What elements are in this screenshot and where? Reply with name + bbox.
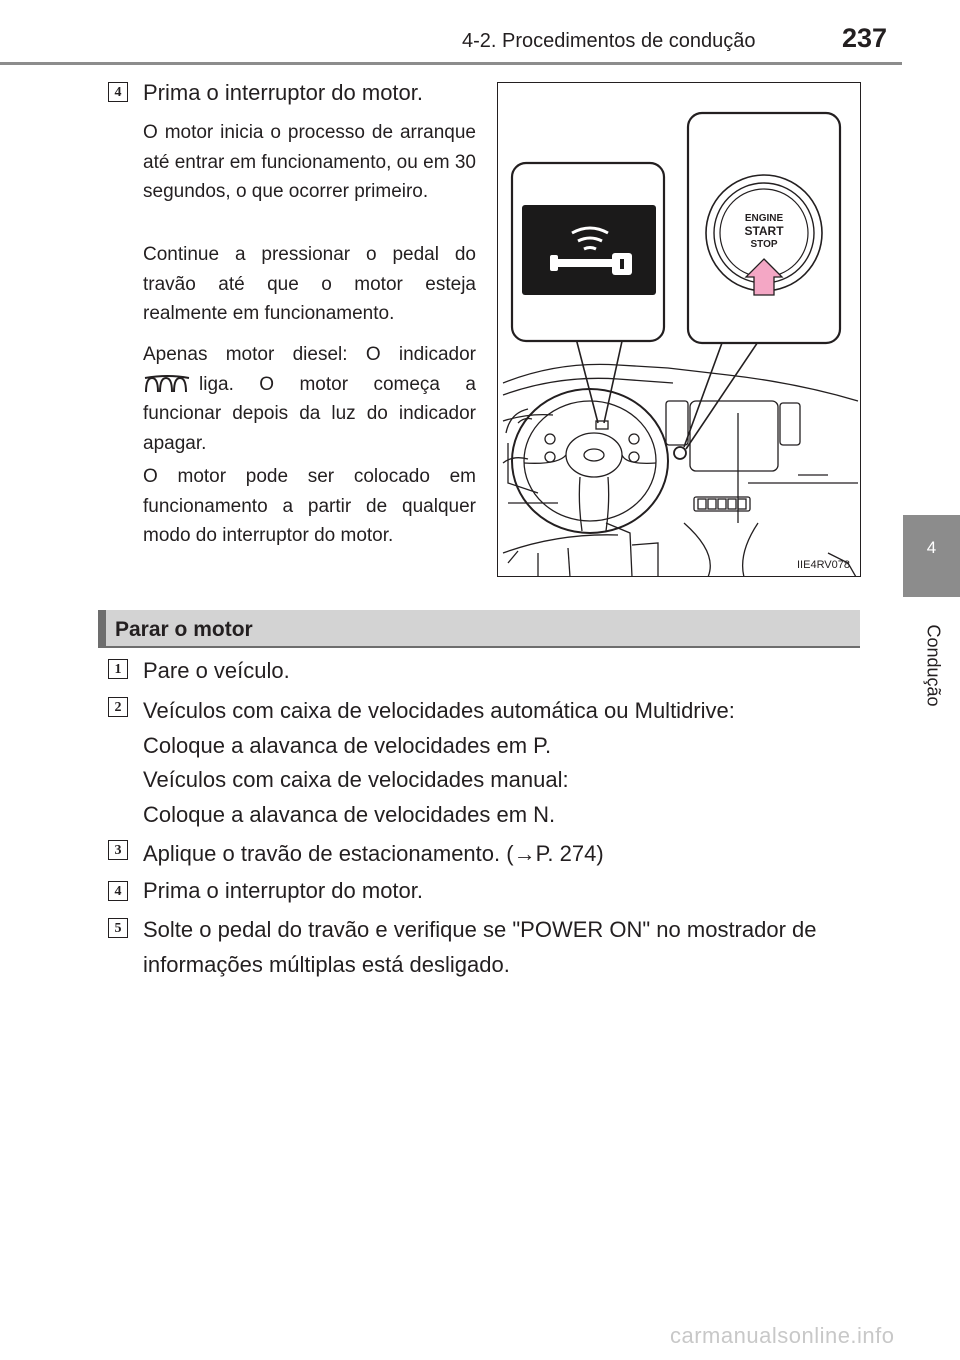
step-text: Prima o interruptor do motor.	[143, 878, 424, 903]
step-text: Pare o veículo.	[143, 658, 290, 683]
section-header-underline	[98, 646, 860, 648]
step-marker: 3	[108, 840, 128, 860]
diesel-indicator-text: liga. O motor começa a funcionar depois da luz do indicador apagar.	[143, 373, 476, 454]
dashboard-illustration	[497, 82, 861, 577]
engine-button-line3: STOP	[750, 239, 778, 250]
paragraph-brake-pedal: Continue a pressionar o pedal do travão até que o motor esteja realmente em funcionamento.	[143, 244, 476, 324]
step-marker: 1	[108, 659, 128, 679]
engine-button-line1: ENGINE	[744, 213, 784, 224]
step-text-manual: Veículos com caixa de velocidades manual: Coloque a alavanca de velocidades em N.	[143, 767, 569, 827]
chapter-tab-number: 4	[926, 538, 937, 557]
step-marker: 4	[108, 82, 128, 102]
page-number: 237	[842, 23, 888, 53]
running-header-section: 4-2. Procedimentos de condução	[462, 30, 756, 52]
step-title: Prima o interruptor do motor.	[143, 80, 424, 105]
step-text: Veículos com caixa de velocidades automática ou Multidrive: Coloque a alavanca de velocidades em P.	[143, 698, 735, 758]
header-rule	[0, 62, 902, 65]
chapter-tab-label: Condução	[923, 624, 944, 707]
diesel-indicator-lead: Apenas motor diesel: O indicador	[143, 344, 476, 365]
paragraph-any-mode: O motor pode ser colocado em funcionamento a partir de qualquer modo do interruptor do motor.	[143, 466, 476, 546]
section-title: Parar o motor	[115, 618, 253, 641]
step-text: Aplique o travão de estacionamento. (→P. 274)	[143, 841, 604, 866]
step-marker: 4	[108, 881, 128, 901]
paragraph-start-process: O motor inicia o processo de arranque até entrar em funcionamento, ou em 30 segundos, o que ocorrer primeiro.	[143, 122, 476, 202]
paragraph-diesel-indicator	[143, 340, 476, 458]
glow-plug-indicator-icon	[143, 372, 193, 396]
diesel-indicator-continued	[143, 370, 476, 459]
figure-code: IIE4RV078	[797, 559, 851, 571]
step-marker: 5	[108, 918, 128, 938]
engine-button-line2: START	[744, 224, 784, 238]
section-header-accent	[98, 610, 106, 648]
dashboard-drawing	[498, 83, 861, 577]
step-marker: 2	[108, 697, 128, 717]
watermark: carmanualsonline.info	[670, 1323, 895, 1348]
step-text: Solte o pedal do travão e verifique se "POWER ON" no mostrador de informações múltiplas está desligado.	[143, 917, 817, 977]
